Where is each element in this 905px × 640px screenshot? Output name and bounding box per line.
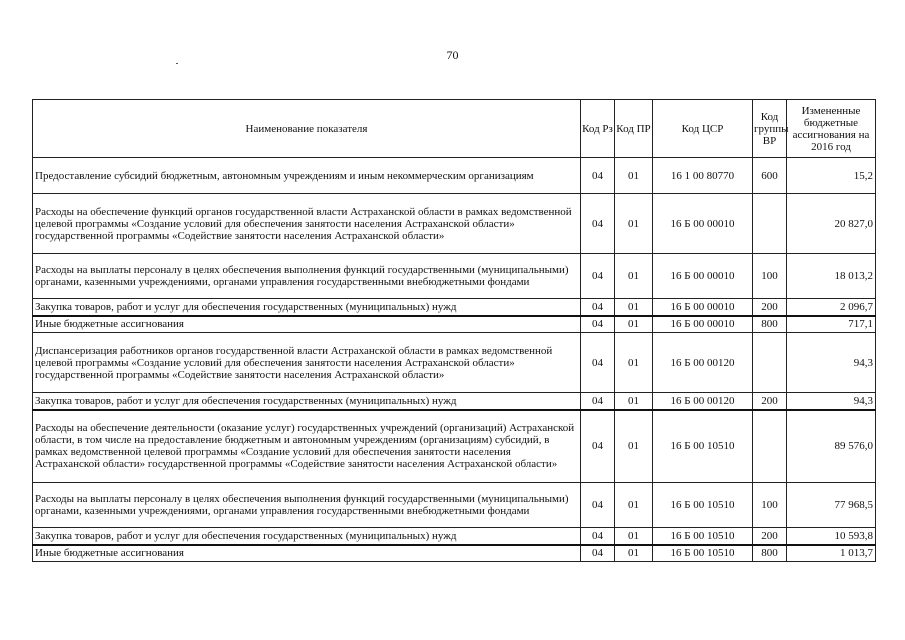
row-vr: 100 bbox=[753, 483, 787, 528]
row-csr: 16 Б 00 00010 bbox=[653, 254, 753, 299]
row-amount: 18 013,2 bbox=[787, 254, 876, 299]
row-name: Расходы на обеспечение функций органов государственной власти Астраханской области в рамках ведомственной целевой программы «Создание условий для обеспечения занятости населения Астраханской области» государственной программы «Содействие занятости населения Астраханской области» bbox=[33, 194, 581, 254]
row-vr: 800 bbox=[753, 316, 787, 333]
header-csr: Код ЦСР bbox=[653, 100, 753, 158]
row-amount: 94,3 bbox=[787, 393, 876, 410]
row-csr: 16 Б 00 00120 bbox=[653, 393, 753, 410]
scan-speck bbox=[176, 63, 178, 64]
row-pr: 01 bbox=[615, 254, 653, 299]
row-csr: 16 Б 00 10510 bbox=[653, 528, 753, 545]
row-name: Расходы на выплаты персоналу в целях обеспечения выполнения функций государственными (муниципальными) органами, казенными учреждениями, органами управления государственными внебюджетными фондами bbox=[33, 483, 581, 528]
row-vr bbox=[753, 333, 787, 393]
row-vr: 200 bbox=[753, 299, 787, 316]
row-rz: 04 bbox=[581, 158, 615, 194]
row-pr: 01 bbox=[615, 410, 653, 483]
row-rz: 04 bbox=[581, 545, 615, 562]
table-row bbox=[33, 393, 876, 410]
row-csr: 16 Б 00 00010 bbox=[653, 299, 753, 316]
table-row bbox=[33, 528, 876, 545]
row-pr: 01 bbox=[615, 158, 653, 194]
row-rz: 04 bbox=[581, 316, 615, 333]
row-csr: 16 Б 00 00120 bbox=[653, 333, 753, 393]
row-rz: 04 bbox=[581, 299, 615, 316]
row-rz: 04 bbox=[581, 254, 615, 299]
row-csr: 16 Б 00 10510 bbox=[653, 483, 753, 528]
budget-table bbox=[32, 99, 876, 562]
row-rz: 04 bbox=[581, 410, 615, 483]
table-row bbox=[33, 410, 876, 483]
row-rz: 04 bbox=[581, 483, 615, 528]
table-header bbox=[33, 100, 876, 158]
row-name: Расходы на обеспечение деятельности (оказание услуг) государственных учреждений (организаций) Астраханской области, в том числе на предоставление бюджетным и автономным учреждениям (организациям) субсидий, в рамках ведомственной целевой программы «Создание условий для обеспечения занятости населения Астраханской области» государственной программы «Содействие занятости населения Астраханской области» bbox=[33, 410, 581, 483]
row-amount: 77 968,5 bbox=[787, 483, 876, 528]
row-amount: 10 593,8 bbox=[787, 528, 876, 545]
row-name: Иные бюджетные ассигнования bbox=[33, 316, 581, 333]
header-pr: Код ПР bbox=[615, 100, 653, 158]
row-amount: 89 576,0 bbox=[787, 410, 876, 483]
row-vr: 600 bbox=[753, 158, 787, 194]
row-vr: 100 bbox=[753, 254, 787, 299]
table-body bbox=[33, 158, 876, 562]
table-row bbox=[33, 483, 876, 528]
table-row bbox=[33, 158, 876, 194]
row-name: Иные бюджетные ассигнования bbox=[33, 545, 581, 562]
header-amount: Измененные бюджетные ассигнования на 2016 год bbox=[787, 100, 876, 158]
header-name: Наименование показателя bbox=[33, 100, 581, 158]
row-pr: 01 bbox=[615, 333, 653, 393]
row-rz: 04 bbox=[581, 528, 615, 545]
row-csr: 16 Б 00 10510 bbox=[653, 545, 753, 562]
row-vr bbox=[753, 194, 787, 254]
row-rz: 04 bbox=[581, 333, 615, 393]
row-pr: 01 bbox=[615, 483, 653, 528]
row-pr: 01 bbox=[615, 528, 653, 545]
table-row bbox=[33, 333, 876, 393]
row-name: Предоставление субсидий бюджетным, автономным учреждениям и иным некоммерческим организациям bbox=[33, 158, 581, 194]
row-csr: 16 Б 00 00010 bbox=[653, 194, 753, 254]
row-amount: 717,1 bbox=[787, 316, 876, 333]
row-amount: 1 013,7 bbox=[787, 545, 876, 562]
row-vr: 800 bbox=[753, 545, 787, 562]
table-row bbox=[33, 316, 876, 333]
row-vr: 200 bbox=[753, 393, 787, 410]
row-amount: 94,3 bbox=[787, 333, 876, 393]
table-row bbox=[33, 254, 876, 299]
row-name: Закупка товаров, работ и услуг для обеспечения государственных (муниципальных) нужд bbox=[33, 393, 581, 410]
row-csr: 16 1 00 80770 bbox=[653, 158, 753, 194]
row-amount: 2 096,7 bbox=[787, 299, 876, 316]
row-vr: 200 bbox=[753, 528, 787, 545]
row-pr: 01 bbox=[615, 299, 653, 316]
table-row bbox=[33, 545, 876, 562]
row-amount: 20 827,0 bbox=[787, 194, 876, 254]
row-pr: 01 bbox=[615, 545, 653, 562]
header-vr: Код группы ВР bbox=[753, 100, 787, 158]
row-csr: 16 Б 00 10510 bbox=[653, 410, 753, 483]
row-rz: 04 bbox=[581, 194, 615, 254]
row-name: Расходы на выплаты персоналу в целях обеспечения выполнения функций государственными (муниципальными) органами, казенными учреждениями, органами управления государственными внебюджетными фондами bbox=[33, 254, 581, 299]
header-rz: Код Рз bbox=[581, 100, 615, 158]
row-name: Закупка товаров, работ и услуг для обеспечения государственных (муниципальных) нужд bbox=[33, 299, 581, 316]
header-row bbox=[33, 100, 876, 158]
page-number: 70 bbox=[446, 48, 459, 62]
table-row bbox=[33, 299, 876, 316]
row-name: Закупка товаров, работ и услуг для обеспечения государственных (муниципальных) нужд bbox=[33, 528, 581, 545]
row-vr bbox=[753, 410, 787, 483]
table-row bbox=[33, 194, 876, 254]
row-pr: 01 bbox=[615, 194, 653, 254]
row-amount: 15,2 bbox=[787, 158, 876, 194]
row-pr: 01 bbox=[615, 393, 653, 410]
row-rz: 04 bbox=[581, 393, 615, 410]
row-csr: 16 Б 00 00010 bbox=[653, 316, 753, 333]
row-name: Диспансеризация работников органов государственной власти Астраханской области в рамках ведомственной целевой программы «Создание условий для обеспечения занятости населения Астраханской области» государственной программы «Содействие занятости населения Астраханской области» bbox=[33, 333, 581, 393]
row-pr: 01 bbox=[615, 316, 653, 333]
